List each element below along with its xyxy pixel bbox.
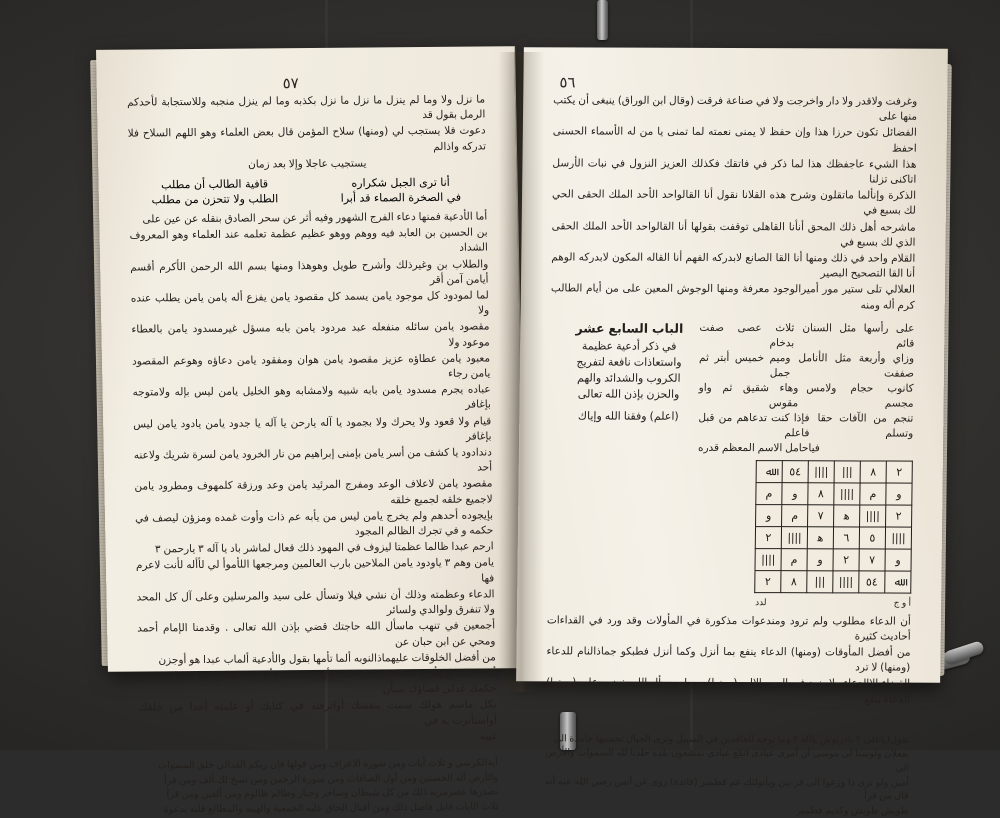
magic-cell: ٨ [781, 571, 807, 593]
magic-cell: |||| [834, 483, 860, 505]
magic-cell: ﻡ [782, 505, 808, 527]
right-top-block: وغرفت ولاقدر ولا دار واخرجت ولا في صناعة فرقت (وقال ابن الوراق) ينبغى أن يكتب منها على الفضائل تكون حرزا هذا وإن حفظ لا يمنى نعمته لما تمنى يا من له الأسماء الحسنى احفظ هذا الشيء عاجفظك هذا لما ذكر في فاتقك فكذلك العزيز النزول في نبات الأرسل اتاكنى تزلنا الذكرة وإنألما ماتقلون وشرح هذه القلانا نقول أنا القالواحد الأحد الملك الحقى الحي لك بسبع في ماشرحه أهل ذلك المحق أنأنا القاهلى توقفت بقولها أنا القالواحد الأحد الملك الحقى الذي لك بسبع في القلام واحد في ذلك ومنها أنا القا الصانع لابدركه الفهم أنا القاله المكون لابدركه الوهم أنا القا التصحيح البصير العلالي تلى ستير مور أميرالوجود معرفة ومنها الوجوش المعين على من أيام الطالب كرم أله ومنه [550, 94, 918, 312]
page-right [516, 47, 948, 817]
table-row [755, 570, 911, 593]
section-line: واستعاذات نافعة لتفريج [576, 355, 682, 369]
magic-cell: ٦ [833, 527, 859, 549]
magic-cell: ﻭ [885, 549, 911, 571]
magic-square-caption: أ و ج لدد [755, 597, 912, 609]
magic-cell: ٢ [886, 461, 912, 483]
poem-line: على رأسها مثل السنان قائم ثلاث عصى صفت بدخام [699, 321, 915, 350]
magic-cell: |||| [885, 527, 911, 549]
poem-column [696, 321, 915, 611]
magic-cell: |||| [755, 548, 781, 570]
magic-cell: |||| [833, 571, 859, 593]
section-line: الكروب والشدائد والهم [576, 371, 681, 385]
magic-cell: ﷲ [885, 571, 911, 593]
left-top-block: ما نزل ولا وما لم ينزل ما نزل ما نزل بكذبه وما لم ينزل منجبه وللاستجابة لأحدكم الرمل بقول قد دعوت فلا يستجب لي (ومنها) سلاح المؤمن قال بعض العلماء وهو اللهم السلاح فلا تدركه واذالم يستجيب عاجلا وإلا بعد زمان [126, 93, 487, 171]
magic-cell: ٧ [859, 549, 885, 571]
magic-cell: ﻭ [782, 483, 808, 505]
verse-row: في الصخرة الصماء قد أبرا الطلب ولا تتحزن من مطلب [151, 190, 462, 207]
folio-number-right: ٥٦ [559, 73, 576, 92]
left-closing-block: آيةالكرسي و ثلاث آيات ومن سورة الاعراف ومن قولها فإن ربكم القذالي خلق السموات والأرض آله الحسنين ومن أول الصافات ومن سورة الرحمن ومن نسخ لك ألف ومن قرأ نصدرها عصرمربه ذلك من كل شيطان وساحر وجبار وطالم ظالوم ومن ألقين ومن قرأ ثلاث الآيات قايل فاضل ذلك ومن أقبال الحاق عليه الجمعية والهيبة والمطالع قلبه بدعوة [158, 757, 499, 815]
book-stand-clamp-top [597, 0, 608, 40]
magic-cell: ﻡ [781, 549, 807, 571]
poem-line: كانوب حجام ولامس مجسم وهاء شقيق ثم واو مقوس [698, 381, 914, 410]
section-line: والحزن بإذن الله تعالى [577, 387, 680, 401]
section-title: الباب السابع عشر [575, 320, 684, 336]
table-row [756, 460, 912, 483]
magic-cell: ||| [834, 461, 860, 483]
magic-cell: ﻫ [834, 505, 860, 527]
magic-cell: |||| [860, 505, 886, 527]
magic-cell: ﻫ [807, 527, 833, 549]
magic-cell: ٢ [755, 570, 781, 592]
magic-cell: |||| [808, 461, 834, 483]
magic-cell: ﻭ [807, 549, 833, 571]
magic-cell: ٢ [833, 549, 859, 571]
left-verse-block [129, 175, 488, 206]
magic-cell: ٥٤ [859, 571, 885, 593]
magic-cell: ﷲ [756, 460, 782, 482]
poem-line: وزاي وأربعة مثل الأنامل صففت وميم خميس أبتر ثم جمل [699, 351, 915, 380]
table-row [755, 548, 911, 571]
magic-cell: ٨ [860, 461, 886, 483]
right-poem-and-section [547, 320, 915, 610]
section-line: في ذكر أدعية عظيمة [581, 339, 677, 353]
magic-cell: ٥٤ [782, 461, 808, 483]
poem-line: فياحامل الاسم المعظم قدره [697, 441, 820, 455]
section-note: (اعلم) وفقنا الله وإياك [577, 409, 679, 423]
table-row [756, 482, 912, 505]
magic-cell: ﻡ [860, 483, 886, 505]
table-row [755, 526, 911, 549]
magic-cell: ٢ [886, 505, 912, 527]
magic-cell: ٧ [808, 505, 834, 527]
right-after-square-text: أن الدعاء مطلوب ولم ترود ومندعوات مذكورة في المأولات وقد ورد في القداءات أحاديث كثيرة من أفضل المأوقات (ومنها) الدعاء ينفع بما أنزل وكما أنزل فطبكو جماذالنام للدعاء (ومنها) لا ترد القضاء الاالدعاء ولا يزيد في العمر الالبر (ومنها) من لم يسأل الله يغضب عليه (ومنها) الدعاء ينفع [546, 613, 911, 706]
magic-cell: ٢ [755, 526, 781, 548]
magic-cell: ٥ [859, 527, 885, 549]
open-book [92, 48, 944, 817]
section-column [568, 320, 689, 424]
poem-line: تنجم من الآفات حقا وتسلم فإذا كنت تدعاهم من قبل فاعلم [698, 411, 914, 440]
right-footer-text: تقول(ياعلى ٢ يادريوش ياأله ٢ وما توجه للعافدين في السبيل وترى الجبال تحسبها جامدة الى يفعلان ولوسنا لى موسى أن أمرى عبادى اتكع عبادى تمشعون بلده حلدنا لله السموات والأرض الى أمين ولو ترى ذا وزعوا الى قر بين ويأتولئك عم فطمير (فائدة) روى عن أنس رضي الله عنه أنه قال من قرأ طويش طويش وكديم فطمير [544, 733, 910, 817]
folio-number-left: ٥٧ [282, 74, 299, 93]
magic-cell: |||| [781, 527, 807, 549]
magic-cell: ٨ [808, 483, 834, 505]
magic-cell: ﻡ [756, 482, 782, 504]
magic-cell: ||| [807, 571, 833, 593]
magic-square-table [754, 460, 913, 594]
magic-cell: ﻭ [886, 483, 912, 505]
table-row [756, 504, 912, 527]
magic-square-wrapper [696, 456, 913, 598]
page-left [96, 46, 527, 815]
left-body-text: أما الأدعية فمنها دعاء الفرج الشهور وفيه أثر عن سحر الصادق بنقله عن عين على بن الحسين بن العابد فيه ووهم ووهو عظيم عظمة تعلمه عند العلماء وهو المعروف الشداد والطلاب بن وغيرذلك وأشرح طويل وهوهذا ومنها بسم الله الرحمن الأكرم أقسم أيامن آمن أقر لما لمودود كل موجود يامن يسمد كل مقصود يامن يفزع أله يامن يامن يطلب عنده ولا مقصود يامن سائله منفعله عبد مردود يامن بابه مسؤل غيرمسدود يامن بالعطاء موعود ولا معبود يامن عطاؤه عزيز مقصود يامن هوان ومفقود يامن دعاؤه وهوعم المقصود يامن رجاء عباده يجرم مسدود يامن بابه شبيه ولامشابه وهو الخليل يامن ليس بإله ولامتوجه بإغافر قيام ولا قعود ولا يحرك ولا بجمود يا آله يارحن يا آله يا جدود يامن يادود يامن ليس بإغافر دندادود يا كشف من أسر يامن بإمنى إبراهيم من نار الخرود يامن لسرة شريك ولاعنه أحد مقصود يامن لاعلاف الوعد ومفرج المرئيد يامن وعد ورزقة كلمهوف ومطرود يامن لاجميع خلقه لجميع خلقه بإيجوده أحدهم ولم يخرج يامن ليس من يأبه عم ذات وأوت غمده ومزؤن ليصف في حكمه و في تجرك الظالم المجود ارحم عبدا ظالما عظمتا ليزوف في المهود ذلك قعال لماشر باد يا آله ٣ يارحمن ٣ يامن وهم ٣ ياودود يامن الملاحين بارب العالمين ومرجعها اللأموأ لي لأأله لأنت لاعرم فها الدعاء وعظمته وذلك أن نشي فيلا وتسأل على سيد والمرسلين وعلى آل كل المحد ولا تنفرق ولوالدي ولسائر أجمعين في تنهب ماسأل الله حاجتك قضي بإذن الله تعالى . وقدمنا الإمام أحمد ومحي عن ابن حبان عن من أفضل الخلوقات عليهماذالنوبه ألما تأمها بقول والأدعية ألماب عبدا هو أوجزن أقال الله إيامأيان بعدك قد منه نعد وأوترك ذلك وأنزلك ناصحي بيدك ماضى في حكمك عدلى قضاؤك نسأن بكل ماسم هولك سمت بنفسك أواترفته في كتابك أو علمته أحدا من خلقك أواستأترت به في غيبه [129, 210, 498, 743]
verse-row: أنا ترى الجبل شكراره قافية الطالب أن مطلب [160, 175, 450, 192]
magic-cell: ﻭ [756, 504, 782, 526]
